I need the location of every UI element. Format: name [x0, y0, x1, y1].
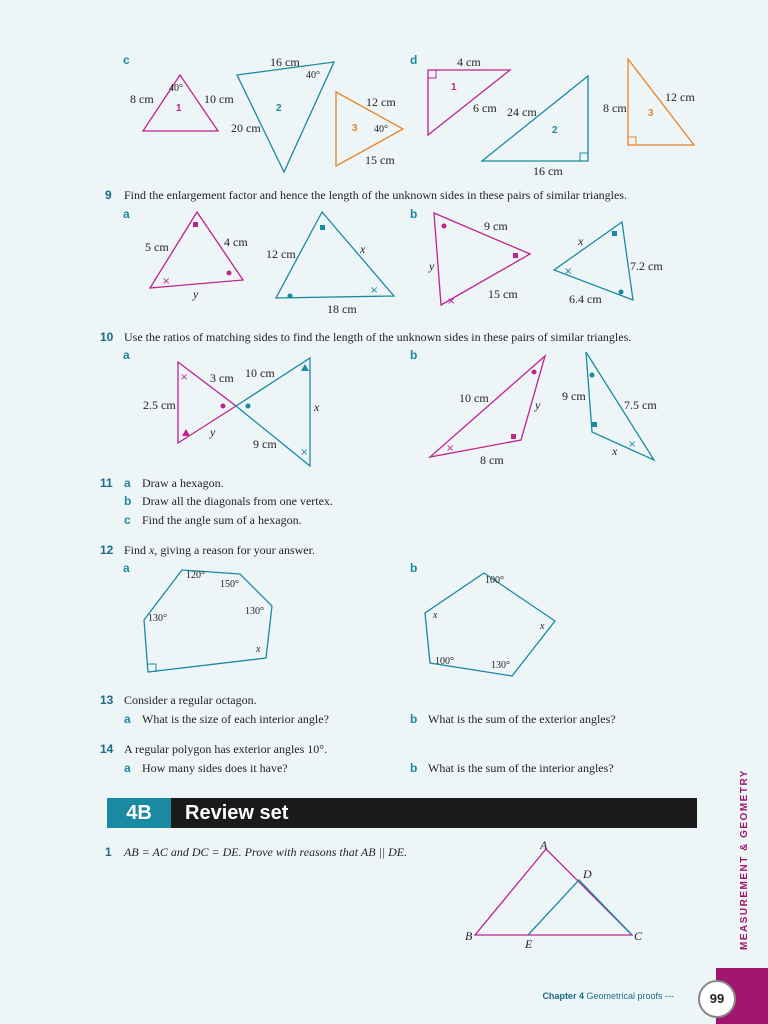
- svg-text:×: ×: [628, 439, 637, 450]
- q12-b-ang3: x: [540, 621, 545, 632]
- q8-d2-num: 2: [552, 125, 558, 136]
- q8-c2-side-top: 16 cm: [270, 55, 300, 69]
- q12-a-ang4: 130°: [245, 606, 264, 617]
- q12-b-ang5: 130°: [491, 660, 510, 671]
- q11-c-label: c: [124, 513, 131, 527]
- q13-a-label: a: [124, 712, 131, 726]
- q10-b2-bottom: x: [612, 444, 618, 458]
- q8-d2-side-left: 24 cm: [507, 105, 537, 119]
- q11-b-text: Draw all the diagonals from one vertex.: [142, 494, 333, 508]
- q9-b1-bottom: 15 cm: [488, 287, 518, 301]
- r1-pt-b: B: [465, 929, 473, 943]
- q10-a-s6: 9 cm: [253, 437, 277, 451]
- q8-c3-side-top: 12 cm: [366, 95, 396, 109]
- q8-c3-side-bottom: 15 cm: [365, 153, 395, 167]
- q11-a-text: Draw a hexagon.: [142, 476, 224, 490]
- q13-text: Consider a regular octagon.: [124, 693, 257, 707]
- q8-c-label: c: [123, 53, 130, 67]
- q11-a-label: a: [124, 476, 131, 490]
- q14-text: A regular polygon has exterior angles 10°.: [124, 742, 328, 756]
- q9-b2-right: 7.2 cm: [630, 259, 663, 273]
- q14-b-text: What is the sum of the interior angles?: [428, 761, 614, 775]
- q9-a2-left: 12 cm: [266, 247, 296, 261]
- r1-pt-a: A: [540, 838, 548, 852]
- q12-a-label: a: [123, 561, 130, 575]
- q13-number: 13: [100, 693, 114, 707]
- section-code: 4B: [107, 798, 171, 828]
- q8-c3-angle: 40°: [374, 124, 388, 135]
- q8-c2-num: 2: [276, 103, 282, 114]
- q14-number: 14: [100, 742, 114, 756]
- q12-a-ang2: 150°: [220, 579, 239, 590]
- q10-b1-right: y: [535, 398, 541, 412]
- q8-d-label: d: [410, 53, 418, 67]
- q13-b-label: b: [410, 712, 418, 726]
- svg-text:×: ×: [564, 266, 573, 277]
- q12-a-ang1: 120°: [186, 570, 205, 581]
- q12-text: Find x, giving a reason for your answer.: [124, 543, 315, 557]
- svg-text:×: ×: [447, 296, 456, 307]
- q9-a2-right: x: [360, 242, 366, 256]
- q12-b-ang2: x: [433, 610, 438, 621]
- q10-a-s2: 10 cm: [245, 366, 275, 380]
- q9-b2-bottom: 6.4 cm: [569, 292, 602, 306]
- q10-b2-right: 7.5 cm: [624, 398, 657, 412]
- q8-c1-num: 1: [176, 103, 182, 114]
- q9-b1-left: y: [429, 259, 435, 273]
- q9-a1-left: 5 cm: [145, 240, 169, 254]
- r1-pt-c: C: [634, 929, 643, 943]
- q8-c2-side-left: 20 cm: [231, 121, 261, 135]
- q10-b2-left: 9 cm: [562, 389, 586, 403]
- q12-b-ang4: 100°: [435, 656, 454, 667]
- q10-b-label: b: [410, 348, 418, 362]
- q10-a-s5: y: [210, 425, 216, 439]
- q10-a-s3: 2.5 cm: [143, 398, 176, 412]
- footer-chapter: Chapter 4 Geometrical proofs ---: [542, 991, 674, 1001]
- q12-a-ang3: 130°: [148, 613, 167, 624]
- svg-text:MEASUREMENT & GEOMETRY: MEASUREMENT & GEOMETRY: [739, 769, 750, 950]
- q8-c1-side-a: 8 cm: [130, 92, 154, 106]
- q8-d2-side-bottom: 16 cm: [533, 164, 563, 178]
- q9-number: 9: [105, 188, 112, 202]
- q9-b2-left: x: [578, 234, 584, 248]
- q9-a1-right: 4 cm: [224, 235, 248, 249]
- q12-b-ang1: 100°: [485, 575, 504, 586]
- section-title: Review set: [185, 802, 289, 824]
- q9-b-label: b: [410, 207, 418, 221]
- side-tab-label: [734, 760, 754, 960]
- q8-c3-num: 3: [352, 123, 358, 134]
- r1-pt-e: E: [525, 937, 533, 951]
- q8-d1-side-right: 6 cm: [473, 101, 497, 115]
- svg-text:×: ×: [162, 276, 171, 287]
- q11-b-label: b: [124, 494, 132, 508]
- q10-number: 10: [100, 330, 114, 344]
- q8-d1-side-top: 4 cm: [457, 55, 481, 69]
- q8-d3-side-right: 12 cm: [665, 90, 695, 104]
- q14-b-label: b: [410, 761, 418, 775]
- q12-a-ang5: x: [256, 644, 261, 655]
- q9-a-label: a: [123, 207, 130, 221]
- r1-pt-d: D: [583, 867, 592, 881]
- q10-a-label: a: [123, 348, 130, 362]
- q12-b-label: b: [410, 561, 418, 575]
- r1-number: 1: [105, 845, 112, 859]
- svg-text:×: ×: [446, 443, 455, 454]
- q14-a-label: a: [124, 761, 131, 775]
- q8-c1-angle: 40°: [169, 83, 183, 94]
- svg-text:×: ×: [370, 285, 379, 296]
- svg-text:×: ×: [180, 372, 189, 383]
- footer-dash: [732, 996, 768, 997]
- q11-number: 11: [100, 476, 113, 490]
- q8-d1-num: 1: [451, 82, 457, 93]
- q13-a-text: What is the size of each interior angle?: [142, 712, 329, 726]
- q13-b-text: What is the sum of the exterior angles?: [428, 712, 616, 726]
- q9-b1-top: 9 cm: [484, 219, 508, 233]
- svg-text:×: ×: [300, 447, 309, 458]
- q8-d3-num: 3: [648, 108, 654, 119]
- q10-text: Use the ratios of matching sides to find the length of the unknown sides in these pairs of similar triangles.: [124, 330, 632, 344]
- q9-a1-bottom: y: [193, 287, 199, 301]
- r1-text: AB = AC and DC = DE. Prove with reasons that AB || DE.: [124, 845, 408, 859]
- q9-a2-bottom: 18 cm: [327, 302, 357, 316]
- q10-a-s1: 3 cm: [210, 371, 234, 385]
- q12-number: 12: [100, 543, 114, 557]
- q10-a-s4: x: [314, 400, 320, 414]
- q10-b1-bottom: 8 cm: [480, 453, 504, 467]
- q10-b1-left: 10 cm: [459, 391, 489, 405]
- page-number: 99: [698, 980, 736, 1018]
- q11-c-text: Find the angle sum of a hexagon.: [142, 513, 302, 527]
- q14-a-text: How many sides does it have?: [142, 761, 288, 775]
- q8-c2-angle: 40°: [306, 70, 320, 81]
- q9-text: Find the enlargement factor and hence the length of the unknown sides in these pairs of similar triangles.: [124, 188, 627, 202]
- q8-c1-side-b: 10 cm: [204, 92, 234, 106]
- q8-d3-side-left: 8 cm: [603, 101, 627, 115]
